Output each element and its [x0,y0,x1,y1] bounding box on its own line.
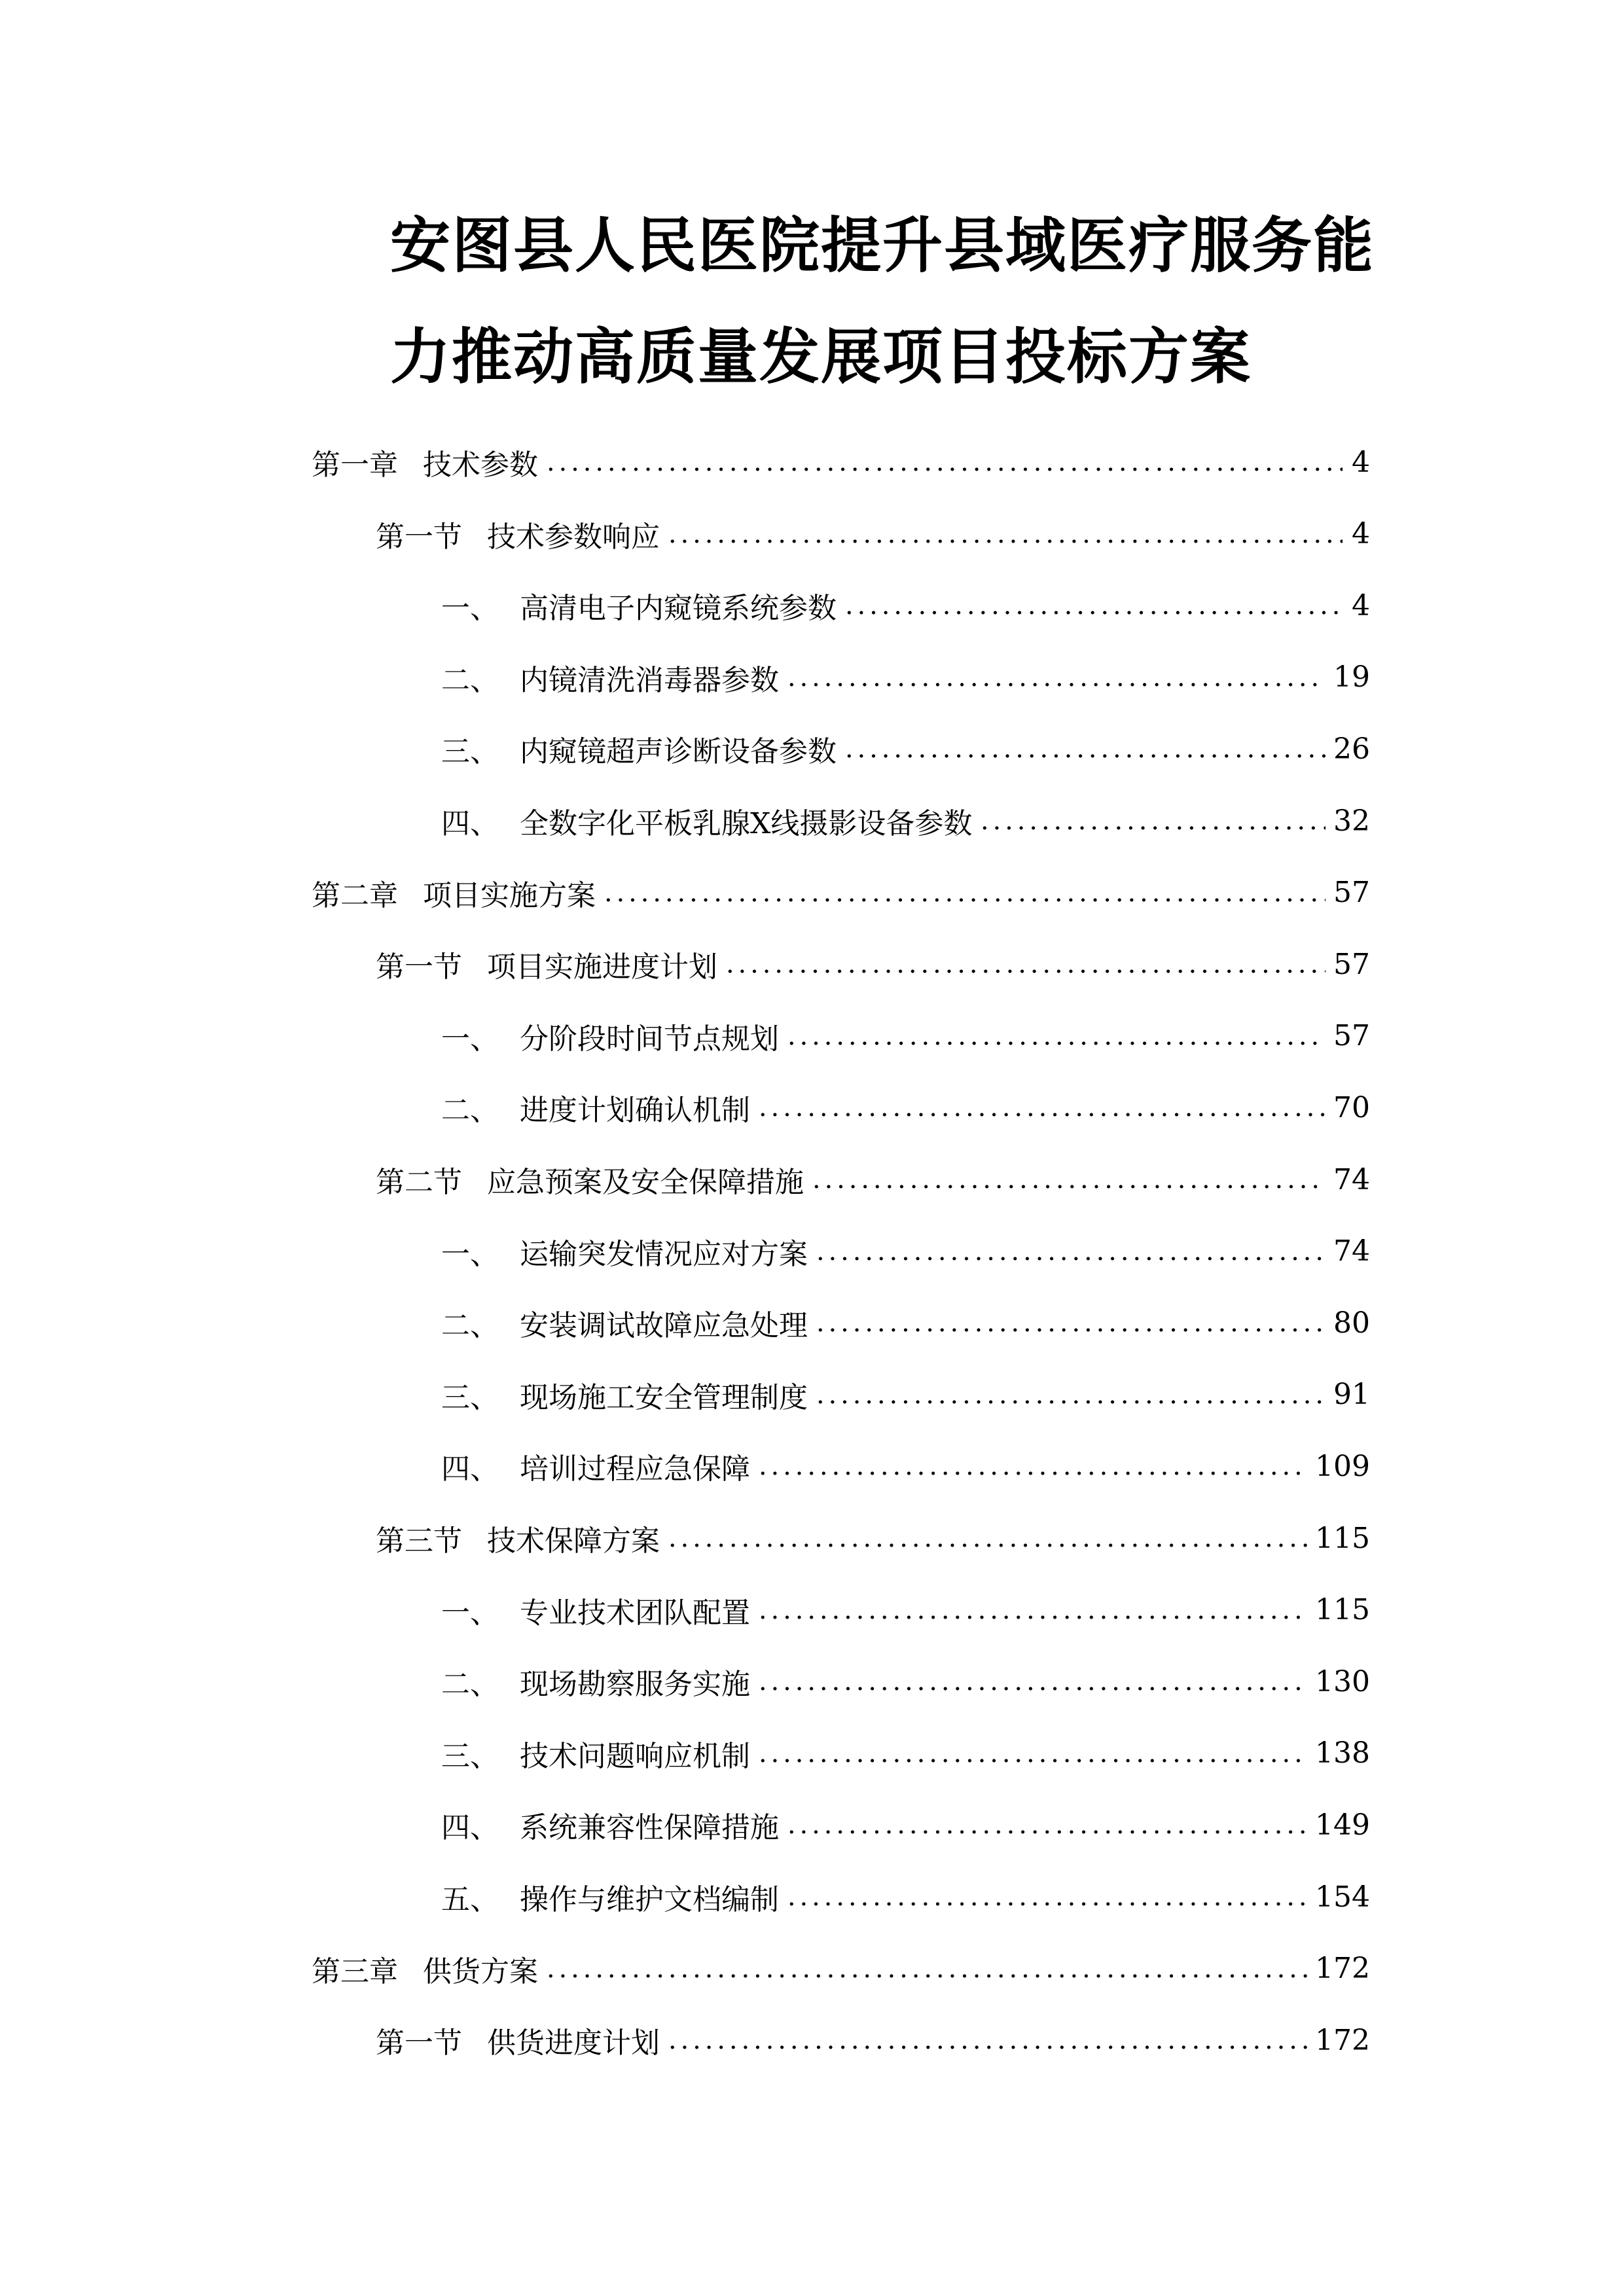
toc-leader-dots [666,539,1343,543]
toc-entry-number: 二、 [441,1668,499,1702]
toc-entry-number: 一、 [441,1596,499,1630]
toc-entry-number: 第二章 [312,878,398,912]
toc-leader-dots [757,1113,1326,1117]
toc-entry-page-number: 149 [1315,1808,1370,1842]
toc-leader-dots [757,1687,1307,1691]
toc-entry-page-number: 19 [1333,660,1370,694]
toc-entry-number: 第一节 [376,520,462,554]
toc-entry-number: 四、 [441,807,499,840]
toc-entry-title: 现场施工安全管理制度 [520,1380,808,1414]
toc-entry-number: 五、 [441,1883,499,1916]
toc-entry-title: 技术问题响应机制 [520,1739,750,1773]
toc-entry-number: 二、 [441,1309,499,1343]
toc-entry[interactable] [441,651,1370,704]
toc-leader-dots [810,1185,1326,1189]
toc-entry-number: 三、 [441,1739,499,1773]
toc-entry-page-number: 4 [1352,445,1370,479]
toc-entry-number: 三、 [441,735,499,769]
toc-entry-page-number: 57 [1333,1019,1370,1053]
toc-entry-page-number: 74 [1333,1162,1370,1196]
toc-entry[interactable] [376,1512,1370,1564]
toc-leader-dots [785,683,1326,687]
toc-entry-number: 第三节 [376,1524,462,1558]
toc-entry[interactable] [441,1655,1370,1708]
title-line-2: 力推动高质量发展项目投标方案 [390,321,1252,392]
toc-entry-page-number: 115 [1315,1593,1370,1627]
toc-leader-dots [979,826,1326,830]
toc-entry-page-number: 172 [1315,1952,1370,1986]
toc-entry-number: 一、 [441,592,499,626]
title-line-1: 安图县人民医院提升县域医疗服务能 [390,210,1375,281]
toc-entry[interactable] [441,579,1370,632]
toc-leader-dots [814,1257,1326,1261]
toc-leader-dots [757,1471,1307,1475]
toc-entry[interactable] [441,1871,1370,1923]
toc-leader-dots [724,969,1326,973]
toc-entry[interactable] [441,795,1370,847]
toc-leader-dots [545,467,1343,471]
toc-entry-title: 系统兼容性保障措施 [520,1811,779,1845]
toc-entry-number: 第一节 [376,950,462,984]
toc-entry-number: 第三章 [312,1954,398,1988]
toc-entry-title: 专业技术团队配置 [520,1596,750,1630]
toc-entry-number: 第二节 [376,1166,462,1199]
toc-entry-title: 技术参数 [423,448,538,482]
toc-entry-title: 技术保障方案 [487,1524,660,1558]
toc-entry[interactable] [441,1584,1370,1636]
toc-entry-number: 一、 [441,1022,499,1056]
toc-entry-title: 内镜清洗消毒器参数 [520,663,779,697]
toc-leader-dots [843,754,1326,758]
toc-entry[interactable] [441,1081,1370,1134]
toc-entry-page-number: 4 [1352,588,1370,622]
toc-entry-page-number: 57 [1333,947,1370,981]
toc-leader-dots [545,1974,1307,1978]
toc-entry-number: 四、 [441,1452,499,1486]
toc-entry-number: 二、 [441,1094,499,1128]
toc-entry[interactable] [312,436,1370,488]
toc-entry-page-number: 26 [1333,732,1370,766]
toc-entry-title: 安装调试故障应急处理 [520,1309,808,1343]
toc-entry-page-number: 57 [1333,876,1370,910]
toc-entry-title: 分阶段时间节点规划 [520,1022,779,1056]
toc-entry-title: 高清电子内窥镜系统参数 [520,592,837,626]
toc-leader-dots [785,1902,1307,1906]
toc-leader-dots [757,1615,1307,1619]
toc-leader-dots [666,1543,1307,1547]
toc-entry[interactable] [441,1225,1370,1278]
toc-leader-dots [814,1328,1326,1332]
toc-entry[interactable] [376,938,1370,990]
toc-entry-number: 三、 [441,1380,499,1414]
toc-entry-number: 一、 [441,1237,499,1271]
toc-entry[interactable] [376,2014,1370,2066]
toc-entry[interactable] [441,1727,1370,1780]
toc-entry-page-number: 32 [1333,804,1370,838]
toc-entry-page-number: 70 [1333,1090,1370,1124]
toc-entry-title: 内窥镜超声诊断设备参数 [520,735,837,769]
toc-entry[interactable] [441,723,1370,775]
toc-entry-title: 培训过程应急保障 [520,1452,750,1486]
toc-entry-page-number: 4 [1352,517,1370,551]
toc-entry[interactable] [312,867,1370,919]
toc-entry-title: 运输突发情况应对方案 [520,1237,808,1271]
toc-entry-title: 供货方案 [423,1954,538,1988]
toc-entry-page-number: 80 [1333,1306,1370,1340]
toc-entry-number: 四、 [441,1811,499,1845]
toc-entry-number: 二、 [441,663,499,697]
toc-leader-dots [814,1400,1326,1404]
toc-entry-page-number: 109 [1315,1449,1370,1483]
toc-entry[interactable] [441,1297,1370,1349]
toc-entry-page-number: 154 [1315,1880,1370,1914]
toc-leader-dots [666,2045,1307,2049]
toc-entry-page-number: 74 [1333,1234,1370,1268]
toc-entry-title: 操作与维护文档编制 [520,1883,779,1916]
toc-entry[interactable] [441,1440,1370,1492]
toc-entry-page-number: 130 [1315,1664,1370,1698]
toc-entry-page-number: 91 [1333,1378,1370,1412]
toc-leader-dots [785,1041,1326,1045]
toc-entry[interactable] [376,508,1370,560]
toc-entry-page-number: 138 [1315,1736,1370,1770]
toc-entry-title: 技术参数响应 [487,520,660,554]
toc-entry-title: 进度计划确认机制 [520,1094,750,1128]
toc-entry[interactable] [376,1153,1370,1206]
toc-entry-title: 应急预案及安全保障措施 [487,1166,804,1199]
toc-leader-dots [785,1830,1307,1834]
toc-leader-dots [757,1759,1307,1763]
toc-entry-title: 项目实施方案 [423,878,596,912]
toc-entry-title: 现场勘察服务实施 [520,1668,750,1702]
toc-entry-number: 第一节 [376,2026,462,2060]
toc-entry-title: 全数字化平板乳腺X线摄影设备参数 [520,807,973,840]
toc-entry-number: 第一章 [312,448,398,482]
document-title [390,190,1437,412]
toc-leader-dots [843,611,1343,615]
toc-leader-dots [602,898,1326,902]
toc-entry[interactable] [441,1369,1370,1421]
toc-entry[interactable] [441,1010,1370,1062]
toc-entry-page-number: 172 [1315,2023,1370,2057]
toc-entry[interactable] [441,1799,1370,1851]
toc-entry[interactable] [312,1943,1370,1995]
toc-entry-title: 项目实施进度计划 [487,950,717,984]
toc-entry-title: 供货进度计划 [487,2026,660,2060]
toc-entry-page-number: 115 [1315,1521,1370,1555]
